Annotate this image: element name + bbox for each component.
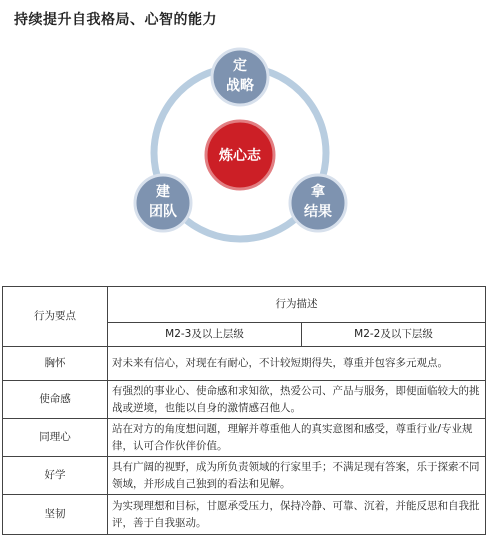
- center-node-label: 炼心志: [219, 148, 261, 164]
- center-node: [206, 121, 274, 189]
- node-results-line1: 拿: [311, 184, 325, 200]
- table-row: [3, 347, 486, 381]
- node-team: [135, 175, 191, 231]
- page-title: 持续提升自我格局、心智的能力: [14, 12, 217, 28]
- row-desc: 站在对方的角度想问题，理解并尊重他人的真实意图和感受，尊重行业/专业规律，认可合作伙伴价值。: [108, 419, 486, 457]
- row-desc: 有强烈的事业心、使命感和求知欲，热爱公司、产品与服务，即便面临较大的挑战或逆境，也能以自身的激情感召他人。: [108, 381, 486, 419]
- table-row: [3, 457, 486, 495]
- row-desc: 对未来有信心，对现在有耐心，不计较短期得失，尊重并包容多元观点。: [108, 347, 486, 381]
- node-team-line2: 团队: [149, 204, 177, 220]
- table-row: [3, 495, 486, 535]
- row-key: 坚韧: [3, 495, 108, 535]
- subheader-junior: M2-2及以下层级: [302, 323, 486, 347]
- row-key: 胸怀: [3, 347, 108, 381]
- header-key: 行为要点: [3, 287, 108, 347]
- node-results: [290, 175, 346, 231]
- table-header-row: [3, 287, 486, 323]
- row-key: 好学: [3, 457, 108, 495]
- row-desc: 为实现理想和目标，甘愿承受压力，保持冷静、可靠、沉着，并能反思和自我批评，善于自我驱动。: [108, 495, 486, 535]
- node-strategy-line2: 战略: [226, 78, 254, 94]
- row-desc: 具有广阔的视野，成为所负责领域的行家里手；不满足现有答案，乐于探索不同领域，并形成自己独到的看法和见解。: [108, 457, 486, 495]
- node-strategy-line1: 定: [233, 58, 247, 74]
- row-key: 同理心: [3, 419, 108, 457]
- subheader-senior: M2-3及以上层级: [108, 323, 302, 347]
- table-row: [3, 419, 486, 457]
- behavior-table: [2, 286, 486, 535]
- row-key: 使命感: [3, 381, 108, 419]
- node-strategy: [212, 49, 268, 105]
- header-desc: 行为描述: [108, 287, 486, 323]
- table-row: [3, 381, 486, 419]
- node-team-line1: 建: [156, 184, 170, 200]
- node-results-line2: 结果: [304, 204, 332, 220]
